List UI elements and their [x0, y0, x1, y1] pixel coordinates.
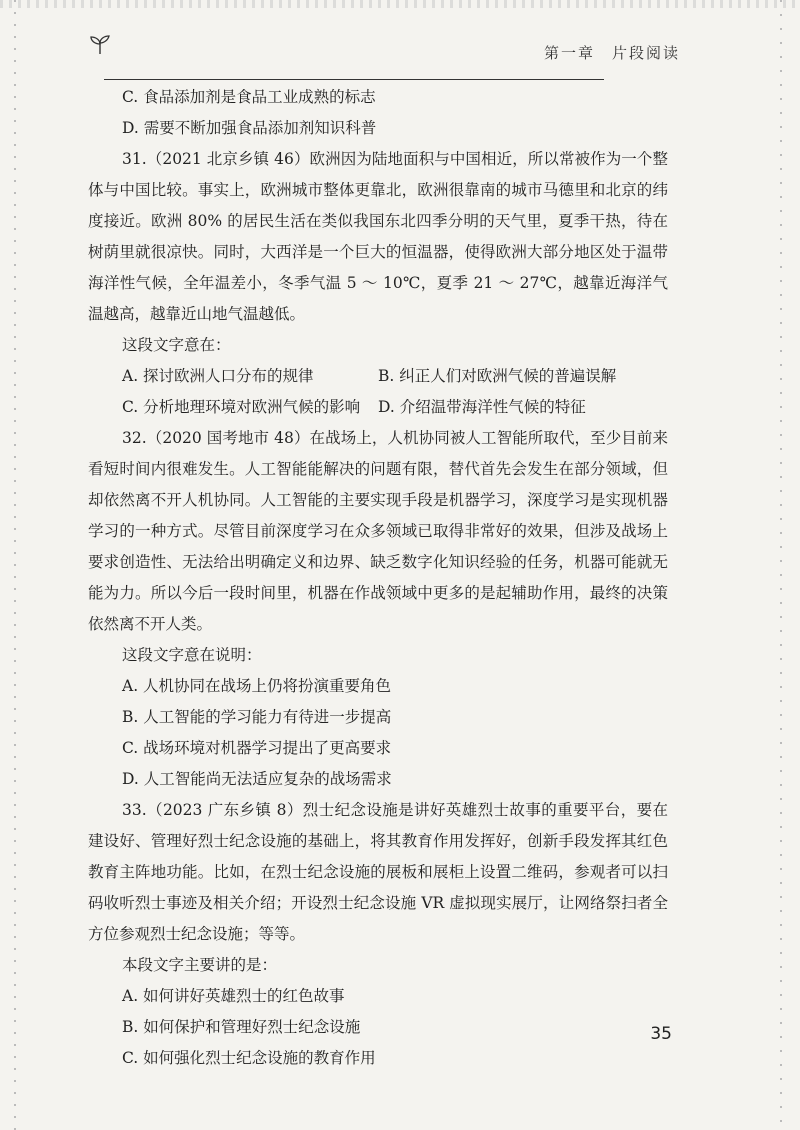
- q31-options-row-1: [88, 361, 668, 392]
- q31-options-row-2: [88, 392, 668, 423]
- q30-option-d: D. 需要不断加强食品添加剂知识科普: [122, 119, 377, 137]
- q31-option-a: A. 探讨欧洲人口分布的规律: [122, 367, 314, 385]
- chapter-title: 第一章 片段阅读: [543, 44, 680, 62]
- q32-option-d: D. 人工智能尚无法适应复杂的战场需求: [122, 770, 392, 788]
- q32-stem: 32.（2020 国考地市 48）在战场上，人机协同被人工智能所取代，至少目前来看短时间内很难发生。人工智能能解决的问题有限，替代首先会发生在部分领域，但却依然离不开人机协同。人工智能的主要实现手段是机器学习，深度学习是实现机器学习的一种方式。尽管目前深度学习在众多领域已取得非常好的效果，但涉及战场上要求创造性、无法给出明确定义和边界、缺乏数字化知识经验的任务，机器可能就无能为力。所以今后一段时间里，机器在作战领域中更多的是起辅助作用，最终的决策依然离不开人类。: [88, 429, 668, 633]
- running-header: [88, 32, 680, 64]
- q30-option-c: C. 食品添加剂是食品工业成熟的标志: [122, 88, 376, 106]
- q31-option-b: B. 纠正人们对欧洲气候的普遍误解: [378, 367, 617, 385]
- scan-margin-right: [780, 0, 782, 1130]
- q32-option-a: A. 人机协同在战场上仍将扮演重要角色: [122, 677, 392, 695]
- q31-option-c: C. 分析地理环境对欧洲气候的影响: [122, 398, 361, 416]
- scan-margin-left: [14, 0, 16, 1130]
- scan-noise-top: [0, 0, 800, 8]
- q32-option-b: B. 人工智能的学习能力有待进一步提高: [122, 708, 392, 726]
- q33-option-a: A. 如何讲好英雄烈士的红色故事: [122, 987, 345, 1005]
- page-number: 35: [650, 1024, 672, 1044]
- q32-prompt: 这段文字意在说明：: [122, 646, 262, 664]
- q31-option-d: D. 介绍温带海洋性气候的特征: [378, 398, 586, 416]
- q33-option-c: C. 如何强化烈士纪念设施的教育作用: [122, 1049, 376, 1067]
- q31-stem: 31.（2021 北京乡镇 46）欧洲因为陆地面积与中国相近，所以常被作为一个整体与中国比较。事实上，欧洲城市整体更靠北，欧洲很靠南的城市马德里和北京的纬度接近。欧洲 80% 的居民生活在类似我国东北四季分明的天气里，夏季干热，待在树荫里就很凉快。同时，大西洋是一个巨大的恒温器，使得欧洲大部分地区处于温带海洋性气候，全年温差小，冬季气温 5 ～ 10℃，夏季 21 ～ 27℃，越靠近海洋气温越高，越靠近山地气温越低。: [88, 150, 668, 323]
- q31-prompt: 这段文字意在：: [122, 336, 231, 354]
- q33-prompt: 本段文字主要讲的是：: [122, 956, 278, 974]
- page-content: [88, 82, 668, 1074]
- q32-option-c: C. 战场环境对机器学习提出了更高要求: [122, 739, 392, 757]
- header-rule: [104, 79, 604, 80]
- sprout-icon: [88, 34, 112, 56]
- q33-stem: 33.（2023 广东乡镇 8）烈士纪念设施是讲好英雄烈士故事的重要平台，要在建设好、管理好烈士纪念设施的基础上，将其教育作用发挥好，创新手段发挥其红色教育主阵地功能。比如，在烈士纪念设施的展板和展柜上设置二维码，参观者可以扫码收听烈士事迹及相关介绍；开设烈士纪念设施 VR 虚拟现实展厅，让网络祭扫者全方位参观烈士纪念设施；等等。: [88, 801, 668, 943]
- q33-option-b: B. 如何保护和管理好烈士纪念设施: [122, 1018, 361, 1036]
